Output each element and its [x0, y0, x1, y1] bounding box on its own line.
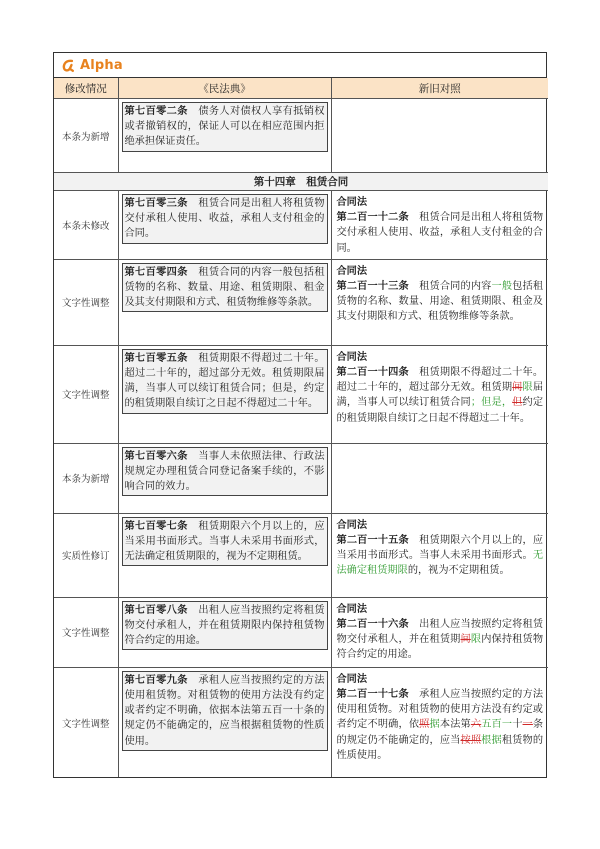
article-number: 第七百零九条 — [124, 673, 188, 686]
old-law-cell — [331, 259, 548, 345]
article-row — [54, 597, 548, 667]
old-article-number: 第二百一十六条 — [336, 618, 409, 631]
old-law-article — [335, 671, 546, 764]
article-text: 租赁期限六个月以上的，应当采用书面形式。当事人未采用书面形式，无法确定租赁期限的，视为不定期租赁。 — [124, 520, 325, 563]
old-law-source: 合同法 — [336, 264, 368, 277]
article-text: 债务人对债权人享有抵销权或者撤销权的，保证人可以在相应范围内拒绝承担保证责任。 — [124, 106, 325, 148]
civil-code-article — [122, 447, 328, 497]
old-law-article — [335, 349, 546, 427]
article-number: 第七百零四条 — [124, 265, 188, 278]
old-law-cell — [331, 597, 548, 667]
old-article-number: 第二百一十七条 — [336, 688, 409, 701]
article-number: 第七百零八条 — [124, 603, 188, 616]
article-text: 租赁期限不得超过二十年。超过二十年的，超过部分无效。租赁期 — [336, 367, 544, 394]
old-law-source: 合同法 — [336, 518, 368, 531]
added-text: 一般 — [491, 281, 513, 293]
civil-code-article — [122, 102, 328, 152]
change-status: 实质性修订 — [54, 513, 118, 597]
article-row — [54, 259, 548, 345]
article-text: 租赁期限六个月以上的，应当采用书面形式。当事人未采用书面形式。 — [336, 535, 544, 562]
old-law-cell — [331, 345, 548, 443]
change-status: 本条为新增 — [54, 99, 118, 173]
article-text: 承租人应当按照约定的方法使用租赁物。对租赁物的使用方法没有约定或者约定不明确，依据本法第五百一十条的规定仍不能确定的，应当根据租赁物的性质使用。 — [124, 674, 325, 747]
header-status: 修改情况 — [54, 78, 118, 99]
header-row — [54, 78, 548, 99]
civil-code-article — [122, 517, 328, 567]
article-number: 第七百零三条 — [124, 197, 188, 209]
old-article-number: 第二百一十五条 — [336, 534, 409, 547]
article-number: 第七百零七条 — [124, 519, 188, 532]
article-text: 租赁合同的内容 — [408, 281, 492, 293]
added-text: 根据 — [481, 734, 502, 746]
article-text: 届满，当事人可以续订租赁合同 — [336, 382, 544, 409]
article-number: 第七百零六条 — [124, 449, 188, 462]
old-article-number: 第二百一十四条 — [336, 366, 409, 379]
old-article-number: 第二百一十二条 — [336, 211, 409, 224]
article-row — [54, 99, 548, 173]
old-law-cell — [331, 513, 548, 597]
old-law-cell — [331, 99, 548, 173]
added-text: 限 — [522, 382, 533, 394]
added-text: 据 — [429, 719, 440, 731]
article-number: 第七百零二条 — [124, 105, 188, 117]
deleted-text: 一 — [522, 719, 533, 731]
chapter-title: 第十四章 租赁合同 — [54, 173, 548, 191]
article-text: 承租人应当按照约定的方法使用租赁物。对租赁物的使用方法没有约定或者约定不明确，依 — [336, 689, 544, 731]
old-law-cell — [331, 667, 548, 777]
deleted-text: 间 — [512, 382, 523, 394]
brand-name: Alpha — [80, 57, 123, 73]
article-text: 约定的租赁期限自续订之日起不得超过二十年。 — [336, 397, 544, 424]
added-text: 五百一 — [481, 719, 513, 731]
change-status: 文字性调整 — [54, 667, 118, 777]
old-law-article — [335, 263, 546, 326]
civil-code-cell — [118, 443, 331, 513]
civil-code-cell — [118, 513, 331, 597]
civil-code-cell — [118, 345, 331, 443]
civil-code-cell — [118, 191, 331, 260]
civil-code-article — [122, 349, 328, 414]
article-row — [54, 345, 548, 443]
article-text: 本法第 — [439, 719, 471, 731]
old-law-source: 合同法 — [336, 196, 368, 208]
article-row — [54, 191, 548, 260]
article-row — [54, 443, 548, 513]
change-status: 文字性调整 — [54, 597, 118, 667]
old-law-source: 合同法 — [336, 350, 368, 363]
added-text: ；但是， — [470, 397, 513, 409]
civil-code-article — [122, 601, 328, 651]
article-number: 第七百零五条 — [124, 351, 188, 364]
article-text: 十 — [512, 719, 523, 731]
article-text: 当事人未依照法律、行政法规规定办理租赁合同登记备案手续的，不影响合同的效力。 — [124, 450, 325, 493]
article-text: 租赁期限不得超过二十年。超过二十年的，超过部分无效。租赁期限届满，当事人可以续订租赁合同；但是，约定的租赁期限自续订之日起不得超过二十年。 — [124, 352, 325, 410]
old-article-number: 第二百一十三条 — [336, 280, 409, 293]
article-text: 租赁合同的内容一般包括租赁物的名称、数量、用途、租赁期限、租金及其支付期限和方式、租赁物维修等条款。 — [124, 266, 325, 309]
deleted-text: 按照 — [460, 734, 482, 746]
civil-code-article — [122, 671, 328, 751]
deleted-text: 六 — [470, 719, 482, 731]
article-text: 出租人应当按照约定将租赁物交付承租人，并在租赁期限内保持租赁物符合约定的用途。 — [124, 604, 325, 647]
added-text: 无法确定租赁期限 — [336, 550, 543, 577]
article-row — [54, 513, 548, 597]
old-law-cell — [331, 443, 548, 513]
comparison-table — [54, 78, 548, 777]
civil-code-cell — [118, 99, 331, 173]
article-text: 的，视为不定期租赁。 — [407, 565, 510, 577]
deleted-text: 但 — [512, 397, 523, 409]
header-comparison: 新旧对照 — [331, 78, 548, 99]
alpha-logo-icon — [58, 56, 76, 74]
old-law-article — [335, 517, 546, 580]
article-text: 包括租赁物的名称、数量、用途、租赁期限、租金及其支付期限和方式、租赁物维修等条款。 — [336, 281, 544, 323]
change-status: 本条未修改 — [54, 191, 118, 260]
old-law-source: 合同法 — [336, 602, 368, 615]
old-law-source: 合同法 — [336, 672, 368, 685]
article-text: 条的规定仍不能确定的，应当 — [336, 719, 544, 746]
article-text: 租赁合同是出租人将租赁物交付承租人使用、收益，承租人支付租金的合同。 — [124, 198, 325, 240]
civil-code-article — [122, 263, 328, 313]
civil-code-cell — [118, 259, 331, 345]
article-text: 出租人应当按照约定将租赁物交付承租人，并在租赁期 — [336, 619, 544, 646]
article-row — [54, 667, 548, 777]
old-law-article — [335, 194, 546, 257]
old-law-article — [335, 601, 546, 664]
article-text: 租赁物的性质使用。 — [336, 734, 544, 761]
civil-code-cell — [118, 597, 331, 667]
civil-code-article — [122, 194, 328, 244]
deleted-text: 间 — [460, 634, 471, 646]
comparison-sheet — [53, 52, 547, 778]
chapter-row — [54, 173, 548, 191]
article-text: 内保持租赁物符合约定的用途。 — [336, 634, 544, 661]
change-status: 本条为新增 — [54, 443, 118, 513]
civil-code-cell — [118, 667, 331, 777]
brand-bar — [54, 53, 546, 78]
article-text: 租赁合同是出租人将租赁物交付承租人使用、收益，承租人支付租金的合同。 — [336, 212, 544, 254]
header-civil-code: 《民法典》 — [118, 78, 331, 99]
deleted-text: 照 — [419, 719, 430, 731]
old-law-cell — [331, 191, 548, 260]
added-text: 限 — [470, 634, 482, 646]
change-status: 文字性调整 — [54, 345, 118, 443]
change-status: 文字性调整 — [54, 259, 118, 345]
